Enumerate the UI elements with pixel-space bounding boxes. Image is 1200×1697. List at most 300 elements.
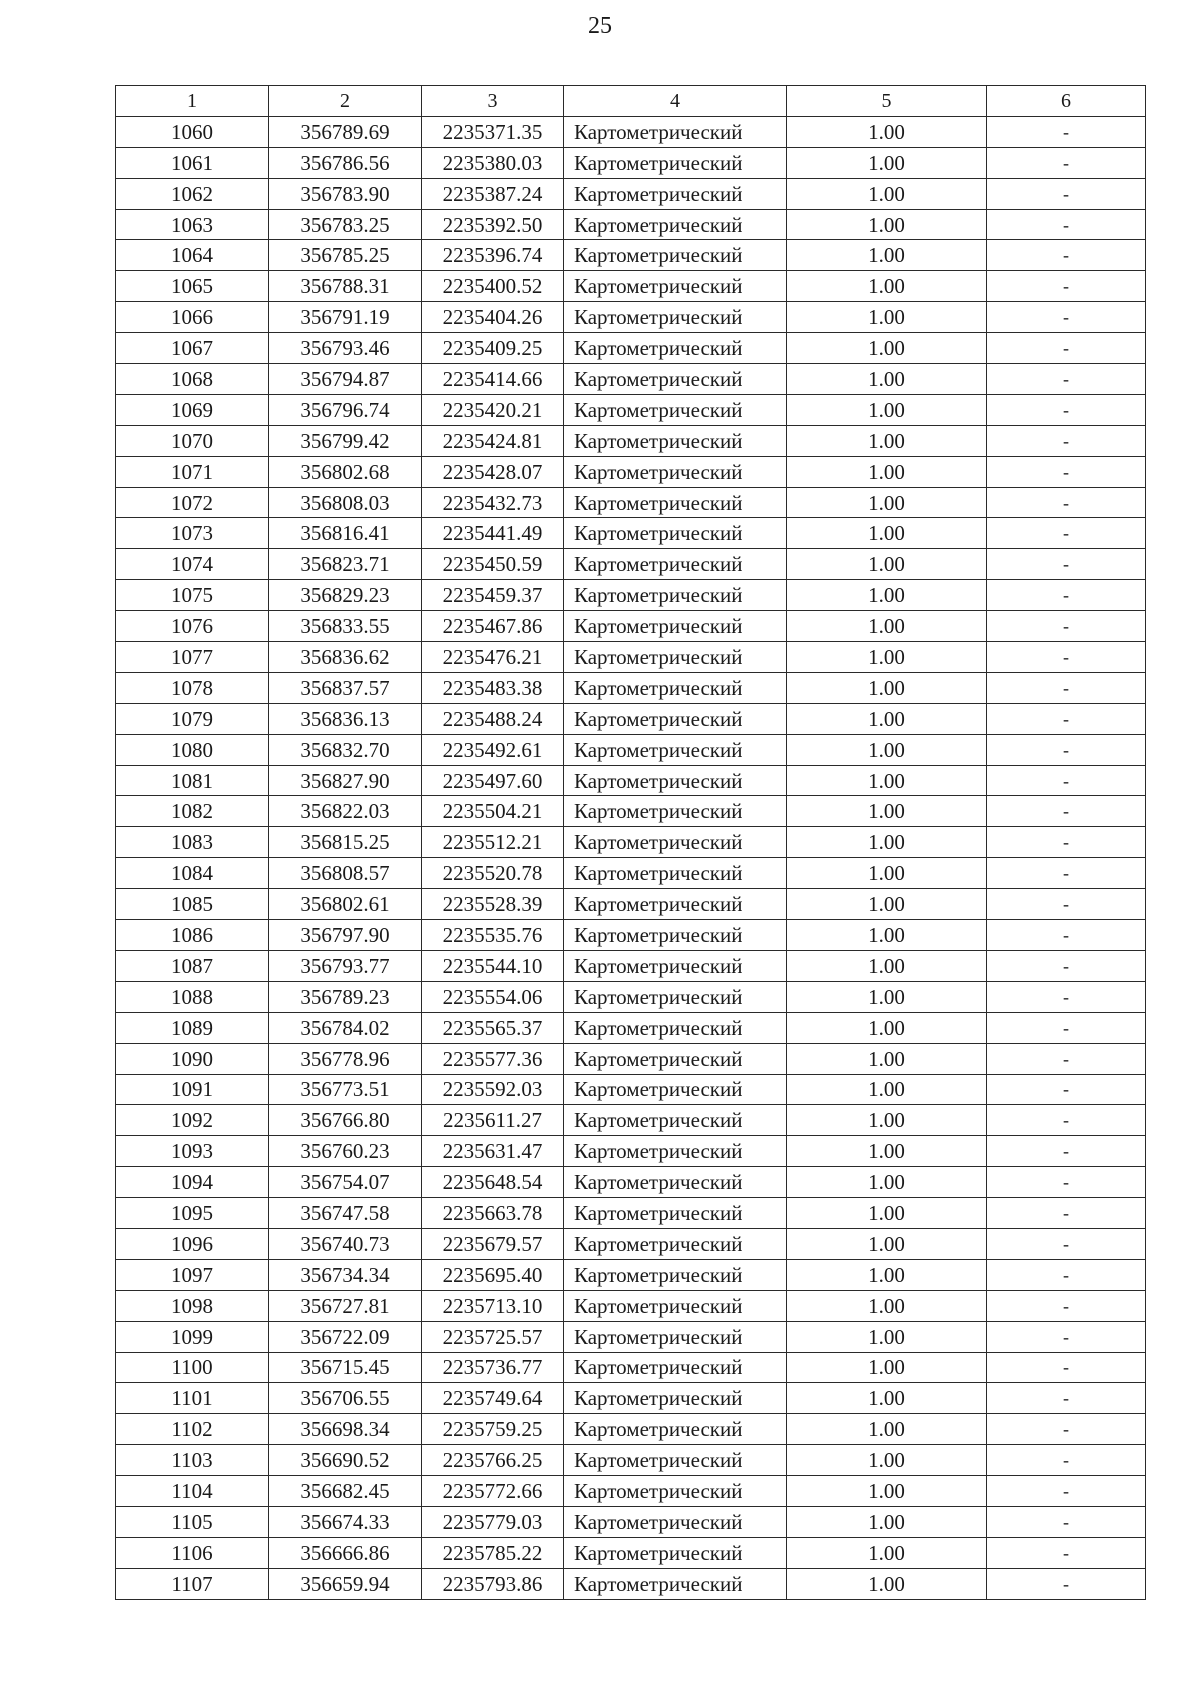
x-coordinate-cell: 356808.57 xyxy=(269,858,422,889)
y-coordinate-cell: 2235772.66 xyxy=(422,1476,564,1507)
x-coordinate-cell: 356789.23 xyxy=(269,981,422,1012)
x-coordinate-cell: 356747.58 xyxy=(269,1198,422,1229)
method-cell: Картометрический xyxy=(564,950,787,981)
table-body xyxy=(116,86,1146,1600)
note-cell: - xyxy=(987,1290,1146,1321)
table-row xyxy=(116,1568,1146,1599)
accuracy-cell: 1.00 xyxy=(787,116,987,147)
y-coordinate-cell: 2235736.77 xyxy=(422,1352,564,1383)
y-coordinate-cell: 2235483.38 xyxy=(422,672,564,703)
column-header-6: 6 xyxy=(987,86,1146,117)
note-cell: - xyxy=(987,1074,1146,1105)
note-cell: - xyxy=(987,889,1146,920)
x-coordinate-cell: 356722.09 xyxy=(269,1321,422,1352)
x-coordinate-cell: 356833.55 xyxy=(269,611,422,642)
table-row xyxy=(116,920,1146,951)
note-cell: - xyxy=(987,1383,1146,1414)
note-cell: - xyxy=(987,302,1146,333)
table-row xyxy=(116,456,1146,487)
note-cell: - xyxy=(987,1506,1146,1537)
note-cell: - xyxy=(987,1105,1146,1136)
table-row xyxy=(116,827,1146,858)
method-cell: Картометрический xyxy=(564,889,787,920)
note-cell: - xyxy=(987,1136,1146,1167)
accuracy-cell: 1.00 xyxy=(787,1228,987,1259)
accuracy-cell: 1.00 xyxy=(787,672,987,703)
accuracy-cell: 1.00 xyxy=(787,549,987,580)
point-number-cell: 1081 xyxy=(116,765,269,796)
accuracy-cell: 1.00 xyxy=(787,920,987,951)
table-row xyxy=(116,1383,1146,1414)
table-row xyxy=(116,1228,1146,1259)
method-cell: Картометрический xyxy=(564,333,787,364)
method-cell: Картометрический xyxy=(564,703,787,734)
table-row xyxy=(116,950,1146,981)
x-coordinate-cell: 356773.51 xyxy=(269,1074,422,1105)
note-cell: - xyxy=(987,920,1146,951)
y-coordinate-cell: 2235592.03 xyxy=(422,1074,564,1105)
accuracy-cell: 1.00 xyxy=(787,147,987,178)
y-coordinate-cell: 2235528.39 xyxy=(422,889,564,920)
table-row xyxy=(116,1290,1146,1321)
method-cell: Картометрический xyxy=(564,271,787,302)
method-cell: Картометрический xyxy=(564,580,787,611)
y-coordinate-cell: 2235476.21 xyxy=(422,642,564,673)
accuracy-cell: 1.00 xyxy=(787,765,987,796)
point-number-cell: 1083 xyxy=(116,827,269,858)
accuracy-cell: 1.00 xyxy=(787,889,987,920)
method-cell: Картометрический xyxy=(564,1352,787,1383)
y-coordinate-cell: 2235441.49 xyxy=(422,518,564,549)
y-coordinate-cell: 2235504.21 xyxy=(422,796,564,827)
note-cell: - xyxy=(987,1414,1146,1445)
coordinates-table xyxy=(115,85,1146,1600)
x-coordinate-cell: 356791.19 xyxy=(269,302,422,333)
table-row xyxy=(116,116,1146,147)
accuracy-cell: 1.00 xyxy=(787,1445,987,1476)
point-number-cell: 1079 xyxy=(116,703,269,734)
y-coordinate-cell: 2235428.07 xyxy=(422,456,564,487)
y-coordinate-cell: 2235432.73 xyxy=(422,487,564,518)
table-row xyxy=(116,1321,1146,1352)
y-coordinate-cell: 2235380.03 xyxy=(422,147,564,178)
note-cell: - xyxy=(987,1198,1146,1229)
y-coordinate-cell: 2235793.86 xyxy=(422,1568,564,1599)
x-coordinate-cell: 356797.90 xyxy=(269,920,422,951)
note-cell: - xyxy=(987,981,1146,1012)
table-row xyxy=(116,858,1146,889)
accuracy-cell: 1.00 xyxy=(787,425,987,456)
table-row xyxy=(116,796,1146,827)
x-coordinate-cell: 356785.25 xyxy=(269,240,422,271)
table-row xyxy=(116,1167,1146,1198)
method-cell: Картометрический xyxy=(564,1228,787,1259)
note-cell: - xyxy=(987,147,1146,178)
y-coordinate-cell: 2235396.74 xyxy=(422,240,564,271)
note-cell: - xyxy=(987,487,1146,518)
table-row xyxy=(116,672,1146,703)
point-number-cell: 1061 xyxy=(116,147,269,178)
accuracy-cell: 1.00 xyxy=(787,209,987,240)
x-coordinate-cell: 356766.80 xyxy=(269,1105,422,1136)
x-coordinate-cell: 356674.33 xyxy=(269,1506,422,1537)
x-coordinate-cell: 356706.55 xyxy=(269,1383,422,1414)
point-number-cell: 1067 xyxy=(116,333,269,364)
note-cell: - xyxy=(987,1228,1146,1259)
x-coordinate-cell: 356794.87 xyxy=(269,364,422,395)
x-coordinate-cell: 356666.86 xyxy=(269,1537,422,1568)
note-cell: - xyxy=(987,703,1146,734)
point-number-cell: 1060 xyxy=(116,116,269,147)
note-cell: - xyxy=(987,1259,1146,1290)
method-cell: Картометрический xyxy=(564,1290,787,1321)
note-cell: - xyxy=(987,1043,1146,1074)
note-cell: - xyxy=(987,1476,1146,1507)
point-number-cell: 1092 xyxy=(116,1105,269,1136)
note-cell: - xyxy=(987,734,1146,765)
method-cell: Картометрический xyxy=(564,1259,787,1290)
accuracy-cell: 1.00 xyxy=(787,796,987,827)
table-row xyxy=(116,147,1146,178)
note-cell: - xyxy=(987,116,1146,147)
accuracy-cell: 1.00 xyxy=(787,1321,987,1352)
accuracy-cell: 1.00 xyxy=(787,178,987,209)
method-cell: Картометрический xyxy=(564,1074,787,1105)
accuracy-cell: 1.00 xyxy=(787,703,987,734)
note-cell: - xyxy=(987,1352,1146,1383)
point-number-cell: 1074 xyxy=(116,549,269,580)
x-coordinate-cell: 356786.56 xyxy=(269,147,422,178)
method-cell: Картометрический xyxy=(564,147,787,178)
note-cell: - xyxy=(987,549,1146,580)
table-row xyxy=(116,302,1146,333)
point-number-cell: 1066 xyxy=(116,302,269,333)
x-coordinate-cell: 356715.45 xyxy=(269,1352,422,1383)
accuracy-cell: 1.00 xyxy=(787,1043,987,1074)
method-cell: Картометрический xyxy=(564,302,787,333)
x-coordinate-cell: 356760.23 xyxy=(269,1136,422,1167)
method-cell: Картометрический xyxy=(564,240,787,271)
method-cell: Картометрический xyxy=(564,1136,787,1167)
x-coordinate-cell: 356783.90 xyxy=(269,178,422,209)
table-row xyxy=(116,1198,1146,1229)
y-coordinate-cell: 2235512.21 xyxy=(422,827,564,858)
note-cell: - xyxy=(987,796,1146,827)
table-row xyxy=(116,549,1146,580)
y-coordinate-cell: 2235611.27 xyxy=(422,1105,564,1136)
method-cell: Картометрический xyxy=(564,796,787,827)
note-cell: - xyxy=(987,178,1146,209)
accuracy-cell: 1.00 xyxy=(787,394,987,425)
note-cell: - xyxy=(987,1167,1146,1198)
table-row xyxy=(116,394,1146,425)
table-row xyxy=(116,1352,1146,1383)
point-number-cell: 1062 xyxy=(116,178,269,209)
table-row xyxy=(116,1537,1146,1568)
x-coordinate-cell: 356778.96 xyxy=(269,1043,422,1074)
y-coordinate-cell: 2235554.06 xyxy=(422,981,564,1012)
method-cell: Картометрический xyxy=(564,858,787,889)
method-cell: Картометрический xyxy=(564,364,787,395)
point-number-cell: 1088 xyxy=(116,981,269,1012)
x-coordinate-cell: 356802.68 xyxy=(269,456,422,487)
y-coordinate-cell: 2235779.03 xyxy=(422,1506,564,1537)
x-coordinate-cell: 356802.61 xyxy=(269,889,422,920)
x-coordinate-cell: 356698.34 xyxy=(269,1414,422,1445)
x-coordinate-cell: 356836.62 xyxy=(269,642,422,673)
note-cell: - xyxy=(987,580,1146,611)
point-number-cell: 1102 xyxy=(116,1414,269,1445)
x-coordinate-cell: 356754.07 xyxy=(269,1167,422,1198)
method-cell: Картометрический xyxy=(564,981,787,1012)
accuracy-cell: 1.00 xyxy=(787,858,987,889)
note-cell: - xyxy=(987,1568,1146,1599)
method-cell: Картометрический xyxy=(564,394,787,425)
x-coordinate-cell: 356690.52 xyxy=(269,1445,422,1476)
point-number-cell: 1072 xyxy=(116,487,269,518)
table-row xyxy=(116,703,1146,734)
accuracy-cell: 1.00 xyxy=(787,1537,987,1568)
y-coordinate-cell: 2235404.26 xyxy=(422,302,564,333)
y-coordinate-cell: 2235492.61 xyxy=(422,734,564,765)
table-row xyxy=(116,487,1146,518)
table-row xyxy=(116,1259,1146,1290)
accuracy-cell: 1.00 xyxy=(787,1074,987,1105)
column-header-1: 1 xyxy=(116,86,269,117)
x-coordinate-cell: 356783.25 xyxy=(269,209,422,240)
x-coordinate-cell: 356784.02 xyxy=(269,1012,422,1043)
method-cell: Картометрический xyxy=(564,734,787,765)
accuracy-cell: 1.00 xyxy=(787,364,987,395)
table-row xyxy=(116,518,1146,549)
table-row xyxy=(116,889,1146,920)
note-cell: - xyxy=(987,765,1146,796)
method-cell: Картометрический xyxy=(564,1383,787,1414)
point-number-cell: 1103 xyxy=(116,1445,269,1476)
point-number-cell: 1068 xyxy=(116,364,269,395)
point-number-cell: 1069 xyxy=(116,394,269,425)
point-number-cell: 1093 xyxy=(116,1136,269,1167)
y-coordinate-cell: 2235488.24 xyxy=(422,703,564,734)
method-cell: Картометрический xyxy=(564,672,787,703)
table-row xyxy=(116,1414,1146,1445)
method-cell: Картометрический xyxy=(564,549,787,580)
method-cell: Картометрический xyxy=(564,209,787,240)
accuracy-cell: 1.00 xyxy=(787,302,987,333)
table-row xyxy=(116,178,1146,209)
table-row xyxy=(116,765,1146,796)
point-number-cell: 1076 xyxy=(116,611,269,642)
table-row xyxy=(116,1105,1146,1136)
x-coordinate-cell: 356789.69 xyxy=(269,116,422,147)
method-cell: Картометрический xyxy=(564,611,787,642)
y-coordinate-cell: 2235713.10 xyxy=(422,1290,564,1321)
y-coordinate-cell: 2235565.37 xyxy=(422,1012,564,1043)
point-number-cell: 1064 xyxy=(116,240,269,271)
accuracy-cell: 1.00 xyxy=(787,1383,987,1414)
page-number: 25 xyxy=(588,13,612,39)
table-row xyxy=(116,1476,1146,1507)
x-coordinate-cell: 356837.57 xyxy=(269,672,422,703)
accuracy-cell: 1.00 xyxy=(787,1290,987,1321)
x-coordinate-cell: 356827.90 xyxy=(269,765,422,796)
point-number-cell: 1098 xyxy=(116,1290,269,1321)
y-coordinate-cell: 2235759.25 xyxy=(422,1414,564,1445)
accuracy-cell: 1.00 xyxy=(787,1167,987,1198)
y-coordinate-cell: 2235663.78 xyxy=(422,1198,564,1229)
accuracy-cell: 1.00 xyxy=(787,487,987,518)
method-cell: Картометрический xyxy=(564,920,787,951)
note-cell: - xyxy=(987,333,1146,364)
y-coordinate-cell: 2235420.21 xyxy=(422,394,564,425)
note-cell: - xyxy=(987,209,1146,240)
point-number-cell: 1094 xyxy=(116,1167,269,1198)
table-row xyxy=(116,1074,1146,1105)
x-coordinate-cell: 356793.77 xyxy=(269,950,422,981)
note-cell: - xyxy=(987,364,1146,395)
table-row xyxy=(116,611,1146,642)
table-row xyxy=(116,209,1146,240)
x-coordinate-cell: 356816.41 xyxy=(269,518,422,549)
accuracy-cell: 1.00 xyxy=(787,950,987,981)
y-coordinate-cell: 2235577.36 xyxy=(422,1043,564,1074)
method-cell: Картометрический xyxy=(564,827,787,858)
point-number-cell: 1078 xyxy=(116,672,269,703)
point-number-cell: 1086 xyxy=(116,920,269,951)
accuracy-cell: 1.00 xyxy=(787,1259,987,1290)
method-cell: Картометрический xyxy=(564,765,787,796)
x-coordinate-cell: 356822.03 xyxy=(269,796,422,827)
point-number-cell: 1082 xyxy=(116,796,269,827)
y-coordinate-cell: 2235392.50 xyxy=(422,209,564,240)
y-coordinate-cell: 2235695.40 xyxy=(422,1259,564,1290)
accuracy-cell: 1.00 xyxy=(787,1352,987,1383)
x-coordinate-cell: 356793.46 xyxy=(269,333,422,364)
method-cell: Картометрический xyxy=(564,518,787,549)
column-header-3: 3 xyxy=(422,86,564,117)
x-coordinate-cell: 356740.73 xyxy=(269,1228,422,1259)
x-coordinate-cell: 356727.81 xyxy=(269,1290,422,1321)
point-number-cell: 1106 xyxy=(116,1537,269,1568)
table-row xyxy=(116,1506,1146,1537)
y-coordinate-cell: 2235450.59 xyxy=(422,549,564,580)
point-number-cell: 1085 xyxy=(116,889,269,920)
accuracy-cell: 1.00 xyxy=(787,580,987,611)
note-cell: - xyxy=(987,394,1146,425)
y-coordinate-cell: 2235749.64 xyxy=(422,1383,564,1414)
accuracy-cell: 1.00 xyxy=(787,518,987,549)
y-coordinate-cell: 2235679.57 xyxy=(422,1228,564,1259)
y-coordinate-cell: 2235387.24 xyxy=(422,178,564,209)
point-number-cell: 1104 xyxy=(116,1476,269,1507)
method-cell: Картометрический xyxy=(564,1568,787,1599)
note-cell: - xyxy=(987,456,1146,487)
accuracy-cell: 1.00 xyxy=(787,240,987,271)
y-coordinate-cell: 2235520.78 xyxy=(422,858,564,889)
table-row xyxy=(116,271,1146,302)
accuracy-cell: 1.00 xyxy=(787,1414,987,1445)
x-coordinate-cell: 356815.25 xyxy=(269,827,422,858)
note-cell: - xyxy=(987,1445,1146,1476)
table-row xyxy=(116,333,1146,364)
x-coordinate-cell: 356832.70 xyxy=(269,734,422,765)
point-number-cell: 1063 xyxy=(116,209,269,240)
y-coordinate-cell: 2235766.25 xyxy=(422,1445,564,1476)
y-coordinate-cell: 2235409.25 xyxy=(422,333,564,364)
note-cell: - xyxy=(987,672,1146,703)
y-coordinate-cell: 2235497.60 xyxy=(422,765,564,796)
y-coordinate-cell: 2235725.57 xyxy=(422,1321,564,1352)
table-row xyxy=(116,1012,1146,1043)
point-number-cell: 1091 xyxy=(116,1074,269,1105)
x-coordinate-cell: 356788.31 xyxy=(269,271,422,302)
x-coordinate-cell: 356799.42 xyxy=(269,425,422,456)
method-cell: Картометрический xyxy=(564,178,787,209)
y-coordinate-cell: 2235400.52 xyxy=(422,271,564,302)
method-cell: Картометрический xyxy=(564,1321,787,1352)
note-cell: - xyxy=(987,858,1146,889)
table-row xyxy=(116,364,1146,395)
accuracy-cell: 1.00 xyxy=(787,642,987,673)
x-coordinate-cell: 356682.45 xyxy=(269,1476,422,1507)
point-number-cell: 1075 xyxy=(116,580,269,611)
note-cell: - xyxy=(987,240,1146,271)
point-number-cell: 1073 xyxy=(116,518,269,549)
accuracy-cell: 1.00 xyxy=(787,333,987,364)
method-cell: Картометрический xyxy=(564,1043,787,1074)
y-coordinate-cell: 2235467.86 xyxy=(422,611,564,642)
table-row xyxy=(116,734,1146,765)
header-row xyxy=(116,86,1146,117)
accuracy-cell: 1.00 xyxy=(787,271,987,302)
method-cell: Картометрический xyxy=(564,1105,787,1136)
table-row xyxy=(116,1043,1146,1074)
method-cell: Картометрический xyxy=(564,487,787,518)
table-row xyxy=(116,1445,1146,1476)
y-coordinate-cell: 2235544.10 xyxy=(422,950,564,981)
note-cell: - xyxy=(987,271,1146,302)
point-number-cell: 1089 xyxy=(116,1012,269,1043)
y-coordinate-cell: 2235535.76 xyxy=(422,920,564,951)
note-cell: - xyxy=(987,1012,1146,1043)
method-cell: Картометрический xyxy=(564,1414,787,1445)
accuracy-cell: 1.00 xyxy=(787,1105,987,1136)
accuracy-cell: 1.00 xyxy=(787,1198,987,1229)
point-number-cell: 1096 xyxy=(116,1228,269,1259)
column-header-4: 4 xyxy=(564,86,787,117)
method-cell: Картометрический xyxy=(564,1167,787,1198)
point-number-cell: 1107 xyxy=(116,1568,269,1599)
y-coordinate-cell: 2235414.66 xyxy=(422,364,564,395)
point-number-cell: 1101 xyxy=(116,1383,269,1414)
point-number-cell: 1099 xyxy=(116,1321,269,1352)
point-number-cell: 1087 xyxy=(116,950,269,981)
table-row xyxy=(116,240,1146,271)
method-cell: Картометрический xyxy=(564,116,787,147)
y-coordinate-cell: 2235371.35 xyxy=(422,116,564,147)
accuracy-cell: 1.00 xyxy=(787,1568,987,1599)
note-cell: - xyxy=(987,827,1146,858)
x-coordinate-cell: 356836.13 xyxy=(269,703,422,734)
method-cell: Картометрический xyxy=(564,642,787,673)
table-row xyxy=(116,642,1146,673)
accuracy-cell: 1.00 xyxy=(787,456,987,487)
method-cell: Картометрический xyxy=(564,456,787,487)
accuracy-cell: 1.00 xyxy=(787,1136,987,1167)
method-cell: Картометрический xyxy=(564,1537,787,1568)
point-number-cell: 1105 xyxy=(116,1506,269,1537)
y-coordinate-cell: 2235785.22 xyxy=(422,1537,564,1568)
